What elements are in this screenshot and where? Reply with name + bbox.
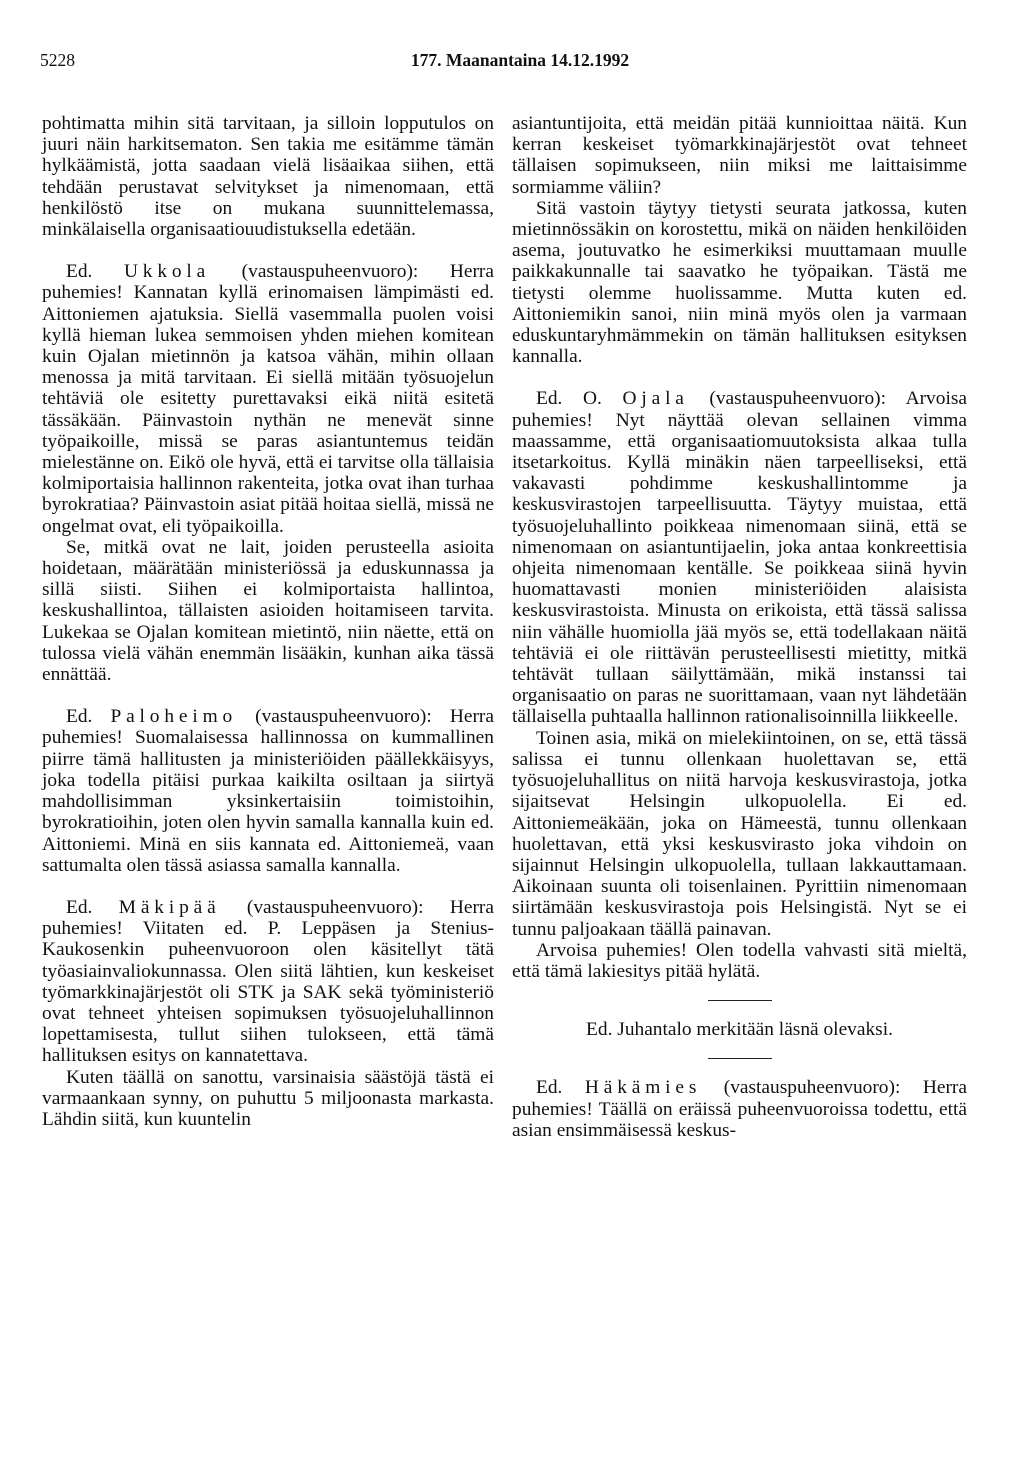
left-column [42, 113, 494, 1130]
paragraph [512, 388, 967, 727]
paragraph [42, 261, 494, 537]
page-number: 5228 [40, 50, 75, 70]
speech-text: Herra puhemies! Viitaten ed. P. Leppäsen ja Stenius-Kaukosenkin puheenvuoroon olen käsitellyt tätä työasiainvaliokunnassa. Olen siitä lähtien, kun keskeiset työmarkkinajärjestöt oli STK ja SAK sekä työministeriö ovat tehneet yhteisen sopimuksen työsuojeluhallinnon lopettamisesta, tullut siihen tulokseen, että tämä hallituksen esitys on kannatettava. [42, 896, 494, 1067]
speaker-prefix: Ed. O. [536, 388, 602, 410]
paragraph [42, 706, 494, 876]
speech-paloheimo [42, 706, 494, 876]
speech-ukkola [42, 261, 494, 685]
paragraph: pohtimatta mihin sitä tarvitaan, ja silloin lopputulos on juuri näin harkitsematon. Sen takia me esitämme tämän hylkäämistä, jotta saadaan vielä lisäaikaa siihen, että tehdään perustavat selvitykset ja nimenomaan, että henkilöstö itse on mukana suunnittelemassa, minkälaisella organisaatiouudistuksella edetään. [42, 113, 494, 241]
speech-ojala [512, 388, 967, 982]
session-heading: 177. Maanantaina 14.12.1992 [410, 50, 630, 70]
speaker-prefix: Ed. [66, 706, 93, 728]
speaker-role: (vastauspuheenvuoro): [723, 1077, 901, 1099]
speech-makipaa [42, 897, 494, 1130]
speech-text: Herra puhemies! Täällä on eräissä puheenvuoroissa todettu, että asian ensimmäisessä keskus- [512, 1077, 967, 1141]
speaker-name: Paloheimo [110, 706, 238, 728]
speaker-prefix: Ed. [66, 261, 93, 283]
right-column [512, 113, 967, 1141]
paragraph: Kuten täällä on sanottu, varsinaisia säästöjä tästä ei varmaankaan synny, on puhuttu 5 miljoonasta markasta. Lähdin siitä, kun kuuntelin [42, 1066, 494, 1130]
speaker-role: (vastauspuheenvuoro): [241, 261, 419, 283]
speaker-name: Ojala [622, 388, 689, 410]
section-divider [708, 1058, 772, 1059]
paragraph: Se, mitkä ovat ne lait, joiden perusteella asioita hoidetaan, määrätään ministeriössä ja eduskunnassa ja sillä siisti. Siihen ei kolmiportaista hallintoa, keskushallintoa, tällaisten asioiden hoitamiseen tarvita. Lukekaa se Ojalan komitean mietintö, niin näette, että on tulossa vielä vähän enemmän lisääkin, kunhan aika tässä ennättää. [42, 536, 494, 686]
paragraph: Arvoisa puhemies! Olen todella vahvasti sitä mieltä, että tämä lakiesitys pitää hylätä. [512, 939, 967, 982]
speaker-role: (vastauspuheenvuoro): [255, 706, 432, 728]
section-divider [708, 1000, 772, 1001]
paragraph [42, 897, 494, 1067]
speaker-name: Häkämies [584, 1077, 702, 1099]
speech-text: Arvoisa puhemies! Nyt näyttää olevan sellainen vimma maassamme, että organisaatiomuutoksista alkaa tulla itsetarkoitus. Kyllä minäkin näen tarpeelliseksi, että vakavasti pohdimme keskushallintomme ja keskusvirastojen tarpeellisuutta. Täytyy muistaa, että työsuojeluhallinto poikkeaa nimenomaan siinä, että se nimenomaan on asiantuntijaelin, joka antaa konkreettisia ohjeita nimenomaan kentälle. Se poikkeaa siinä hyvin huomattavasti monien ministeriöiden alaisista keskusvirastoista. Minusta on erikoista, että tässä salissa niin vähälle huomiolla jää myös se, että todellakaan näitä tehtäviä ei ole riittävän perusteellisesti mietitty, mitkä tehtävät tullaan säilyttämään, mikä instanssi tai organisaatio on paras ne suorittamaan, vaan nyt lähdetään tällaisella puhtaalla hallinnon rationalisoinnilla liikkeelle. [512, 388, 967, 728]
paragraph: Sitä vastoin täytyy tietysti seurata jatkossa, kuten mietinnössäkin on korostettu, mikä on näiden henkilöiden asema, joutuvatko he esimerkiksi muuttamaan muulle paikkakunnalle tai saavatko he työpaikan. Tästä me tietysti olemme huolissamme. Mutta kuten ed. Aittoniemikin sanoi, niin minä myös olen ja varmaan eduskuntaryhmämmekin on tämän hallituksen esityksen kannalla. [512, 197, 967, 368]
speaker-prefix: Ed. [536, 1077, 563, 1099]
paragraph: asiantuntijoita, että meidän pitää kunnioittaa näitä. Kun kerran keskeiset työmarkkinajärjestöt ovat tehneet tällaisen sopimukseen, niin miksi me laittaisimme sormiamme väliin? [512, 113, 967, 198]
speech-text: Herra puhemies! Kannatan kyllä erinomaisen lämpimästi ed. Aittoniemen ajatuksia. Siellä vasemmalla puolen voisi kyllä hieman lukea semmoisen yhden miehen komitean kuin Ojalan mietinnön ja katsoa vähän, mihin ollaan menossa ja mitä tarvitaan. Ei siellä mitään työsuojelun tehtäviä ole esitetty purettavaksi eikä niitä esitetä tässäkään. Päinvastoin nythän ne menevät sinne työpaikoille, missä se paras asiantuntemus teidän mielestänne on. Eikö ole hyvä, että ei tarvitse olla tällaisia kolmiportaisia hallinnon rakenteita, jotka ovat ihan turhaa byrokratiaa? Päinvastoin asiat pitää hoitaa siellä, missä ne ongelmat ovat, eli työpaikoilla. [42, 261, 494, 537]
speech-hakamies [512, 1077, 967, 1141]
paragraph [512, 1077, 967, 1141]
speech-text: Herra puhemies! Suomalaisessa hallinnossa on kummallinen piirre tämä hallitusten ja ministeriöiden päällekkäisyys, joka todella pitäisi purkaa kaikilta osiltaan ja siirtyä mahdollisimman yksinkertaisiin toimistoihin, byrokratioihin, joten olen hyvin samalla kannalla kuin ed. Aittoniemi. Minä en siis kannata ed. Aittoniemeä, vaan sattumalta olen tässä asiassa samalla kannalla. [42, 706, 494, 876]
attendance-notice: Ed. Juhantalo merkitään läsnä olevaksi. [586, 1019, 893, 1041]
speaker-name: Mäkipää [118, 896, 221, 918]
speaker-role: (vastauspuheenvuoro): [246, 896, 424, 918]
page-header [40, 50, 974, 76]
speaker-role: (vastauspuheenvuoro): [709, 388, 887, 410]
paragraph: Toinen asia, mikä on mielekiintoinen, on se, että tässä salissa ei tunnu ollenkaan huolettavan se, että työsuojeluhallitus on niitä harvoja keskusvirastoja, jotka sijaitsevat Helsingin ulkopuolella. Ei ed. Aittoniemeäkään, joka on Hämeestä, tunnu ollenkaan huolettavan, että yksi keskusvirasto joka vihdoin on sijainnut Helsingin ulkopuolella, tullaan lakkauttamaan. Aikoinaan suunta oli toisenlainen. Pyrittiin nimenomaan siirtämään keskusvirastoja pois Helsingistä. Nyt se ei tunnu paljoakaan täällä painavan. [512, 727, 967, 940]
speaker-prefix: Ed. [66, 896, 93, 918]
speaker-name: Ukkola [123, 261, 211, 283]
